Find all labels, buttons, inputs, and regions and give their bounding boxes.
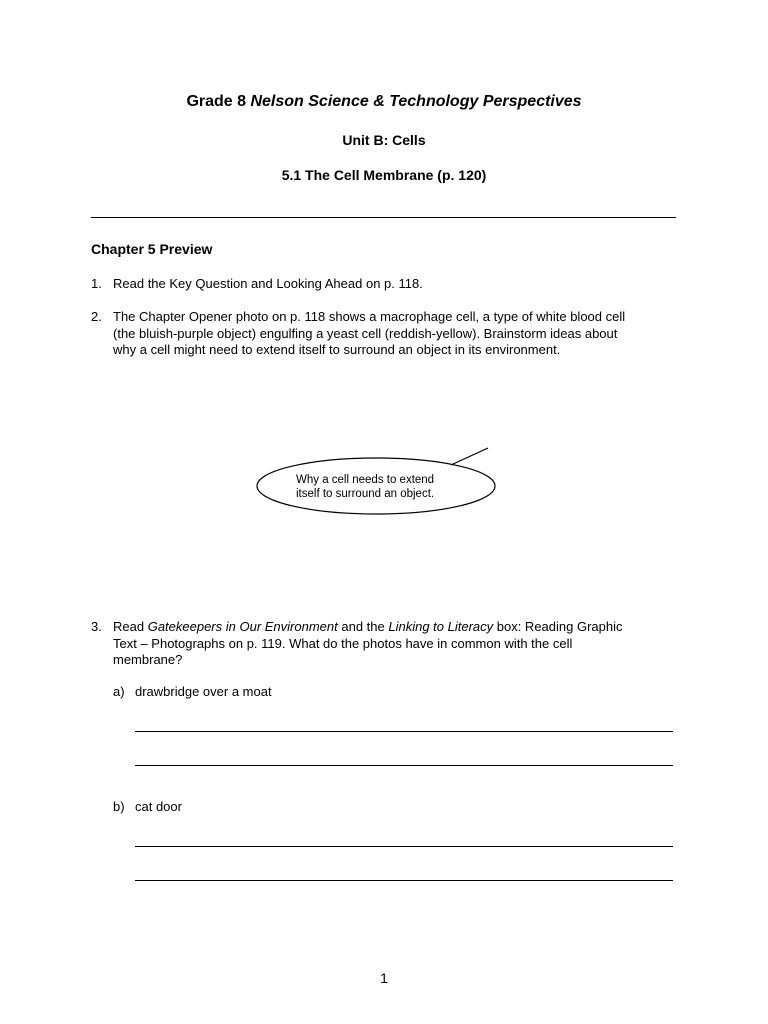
question-1 (91, 276, 671, 294)
answer-line-3b-2[interactable] (135, 880, 673, 881)
question-3-line-2: Text – Photographs on p. 119. What do the photos have in common with the cell (113, 635, 573, 651)
answer-line-3a-2[interactable] (135, 765, 673, 766)
question-2-line-2: (the bluish-purple object) engulfing a yeast cell (reddish-yellow). Brainstorm ideas about (113, 325, 618, 341)
question-3b-text: cat door (135, 799, 182, 814)
question-2-text (113, 309, 663, 359)
question-3-and-the: and the (337, 619, 389, 634)
unit-heading: Unit B: Cells (342, 132, 426, 148)
question-3a (113, 684, 413, 702)
question-3-line-1-rest: box: Reading Graphic (493, 619, 623, 634)
question-2 (91, 309, 671, 361)
question-2-line-1: The Chapter Opener photo on p. 118 shows a macrophage cell, a type of white blood cell (113, 309, 626, 324)
question-3a-letter: a) (113, 684, 125, 699)
question-3-line-3: membrane? (113, 652, 183, 667)
question-2-number: 2. (91, 309, 102, 324)
question-3-number: 3. (91, 619, 102, 634)
answer-line-3a-1[interactable] (135, 731, 673, 732)
question-1-number: 1. (91, 276, 102, 291)
question-3-text (113, 619, 663, 669)
question-3a-text: drawbridge over a moat (135, 684, 272, 699)
question-3-read: Read (113, 619, 148, 634)
question-3b-letter: b) (113, 799, 125, 814)
chapter-preview-heading: Chapter 5 Preview (91, 241, 213, 257)
question-1-text: Read the Key Question and Looking Ahead on p. 118. (113, 276, 423, 291)
question-3b (113, 799, 413, 817)
question-3 (91, 619, 671, 671)
document-title (0, 93, 768, 111)
question-3-line-1 (113, 619, 663, 636)
answer-line-3b-1[interactable] (135, 846, 673, 847)
speech-bubble-line-1: Why a cell needs to extend (296, 474, 435, 486)
speech-bubble-line-2: itself to surround an object. (296, 488, 435, 500)
title-prefix: Grade 8 (186, 93, 251, 110)
page-number: 1 (380, 970, 388, 986)
speech-bubble-text (296, 473, 466, 501)
question-3-title-gatekeepers: Gatekeepers in Our Environment (147, 619, 338, 634)
speech-bubble-tail (451, 448, 488, 465)
title-book-name: Nelson Science & Technology Perspectives (250, 93, 582, 110)
question-3-title-linking: Linking to Literacy (388, 619, 494, 634)
header-divider (91, 217, 676, 218)
question-2-line-3: why a cell might need to extend itself to surround an object in its environment. (113, 342, 561, 357)
section-heading: 5.1 The Cell Membrane (p. 120) (281, 167, 487, 183)
